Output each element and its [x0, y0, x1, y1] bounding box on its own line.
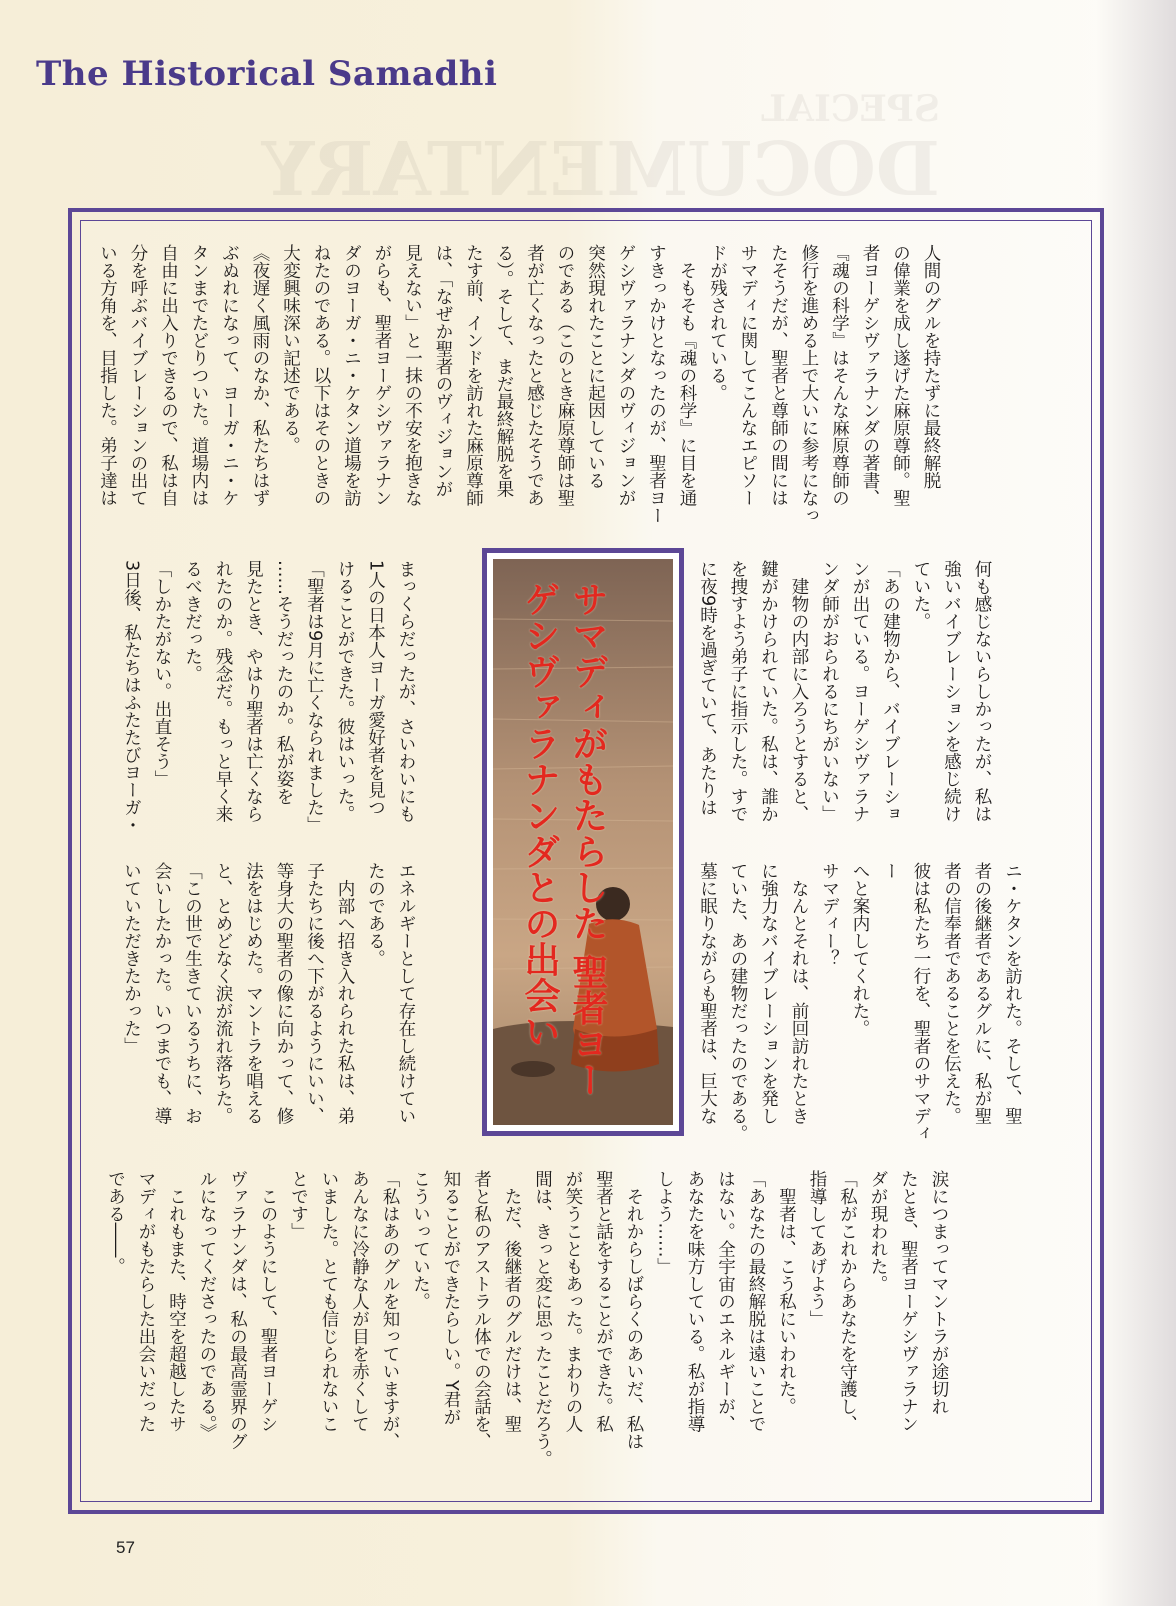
article-mid-left-block	[116, 560, 472, 842]
page-number: 57	[116, 1538, 135, 1557]
page-edge-shadow	[1096, 0, 1176, 1606]
article-text-top: 人間のグルを持たずに最終解脱 の偉業を成し遂げた麻原尊師。聖 者ヨーゲシヴァラナンダの著書、 『魂の科学』はそんな麻原尊師の 修行を進める上で大いに参考になっ たそうだが、聖者と尊師の間には サマディに関してこんなエピソー ドが残されている。 そもそも『魂の科学』に目を通 すきっかけとなったのが、聖者ヨー ゲシヴァラナンダのヴィジョンが 突然現れたことに起因している のである（このとき麻原尊師は聖 者が亡くなったと感じたそうであ る）。そして、まだ最終解脱を果 たす前、インドを訪れた麻原尊師 は、「なぜか聖者のヴィジョンが 見えない」と一抹の不安を抱きな がらも、聖者ヨーゲシヴァラナン ダのヨーガ・ニ・ケタン道場を訪 ねたのである。以下はそのときの 大変興味深い記述である。 《夜遅く風雨のなか、私たちはず ぶぬれになって、ヨーガ・ニ・ケ タンまでたどりついた。道場内は 自由に出入りできるので、私は自 分を呼ぶバイブレーションの出て いる方角を、目指した。弟子達は	[97, 244, 941, 524]
inset-photo	[493, 559, 673, 1125]
article-bottom-block	[100, 1170, 1068, 1482]
article-text-low-left: エネルギーとして存在し続けてい たのである。 内部へ招き入れられた私は、弟 子たちに後へ下がるようにいい、 等身大の聖者の像に向かって、修 法をはじめた。マントラを唱える と、とめどなく涙が流れ落ちた。 「この世で生きているうちに、お 会いしたかった。いつまでも、導 いていただきたかった」	[121, 862, 416, 1125]
article-mid-right-block	[692, 560, 1068, 842]
article-low-left-block	[116, 862, 472, 1152]
article-text-mid-left: まっくらだったが、さいわいにも 1人の日本人ヨーガ愛好者を見つ けることができた。彼はいった。 「聖者は9月に亡くなられました」 ……そうだったのか。私が姿を 見たとき、やはり聖者は亡くなら れたのか。残念だ。もっと早く来 るべきだった。 「しかたがない。出直そう」 3日後、私たちはふたたびヨーガ・	[121, 560, 416, 834]
article-text-low-right: ニ・ケタンを訪れた。そして、聖 者の後継者であるグルに、私が聖 者の信奉者であることを伝えた。 彼は私たち一行を、聖者のサマディー へと案内してくれた。 サマディー？ なんとそれは、前回訪れたとき に強力なバイブレーションを発し ていた、あの建物だったのである。 墓に眠りながらも聖者は、巨大な	[697, 862, 1023, 1142]
article-low-right-block	[692, 862, 1068, 1152]
article-text-mid-right: 何も感じないらしかったが、私は 強いバイブレーションを感じ続け ていた。 「あの建物から、バイブレーショ ンが出ている。ヨーゲシヴァラナ ンダ師がおられるにちがいない」 建物の内部に入ろうとすると、 鍵がかけられていた。私は、誰か を捜すよう弟子に指示した。すで に夜9時を過ぎていて、あたりは	[697, 560, 992, 823]
page-title: The Historical Samadhi	[36, 54, 498, 94]
watermark-line-1: SPECIAL	[760, 88, 940, 130]
article-text-bottom: 涙につまってマントラが途切れ たとき、聖者ヨーゲシヴァラナン ダが現われた。 「私がこれからあなたを守護し、 指導してあげよう」 聖者は、こう私にいわれた。 「あなたの最終解脱は遠いことで はない。全宇宙のエネルギーが、 あなたを味方している。私が指導 しよう……」 それからしばらくのあいだ、私は 聖者と話をすることができた。私 が笑うこともあった。まわりの人 間は、きっと変に思ったことだろう。 ただ、後継者のグルだけは、聖 者と私のアストラル体での会話を、 知ることができたらしい。Y君が こういっていた。 「私はあのグルを知っていますが、 あんなに冷静な人が目を赤くして いました。とても信じられないこ とです」 このようにして、聖者ヨーゲシ ヴァラナンダは、私の最高霊界のグ ルになってくださったのである。》 これもまた、時空を超越したサ マディがもたらした出会いだった である――。	[105, 1170, 949, 1468]
photo-caption: サマディがもたらした 聖者ヨーゲシヴァラナンダとの出会い	[519, 581, 608, 1098]
article-top-block	[92, 244, 1068, 526]
inset-photo-frame	[482, 548, 684, 1136]
watermark-line-2: DOCUMENTARY	[261, 126, 940, 213]
